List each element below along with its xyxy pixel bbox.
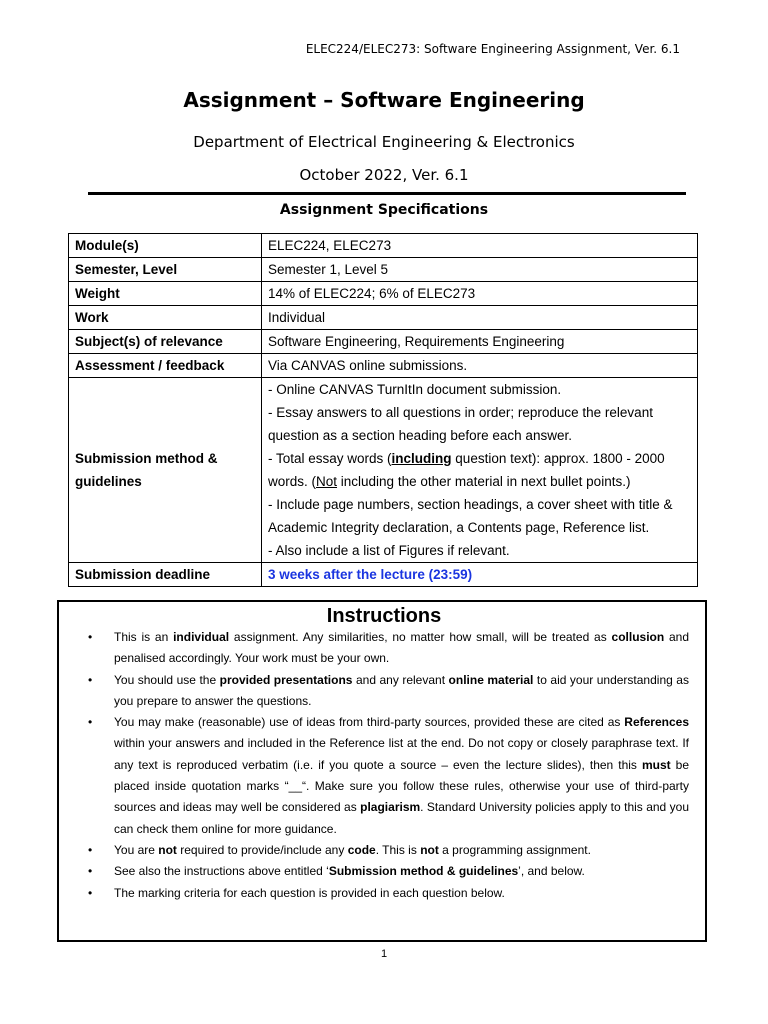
title-rule	[88, 192, 686, 195]
row-label: Semester, Level	[69, 258, 262, 282]
emphasis: online material	[448, 672, 534, 687]
document-title: Assignment – Software Engineering	[183, 88, 585, 112]
list-item	[88, 712, 689, 840]
list-item	[88, 840, 689, 861]
guideline-line	[268, 447, 691, 493]
text-run: You may make (reasonable) use of ideas from third-party sources, provided these are cited as	[114, 715, 625, 730]
text-run: required to provide/include any	[176, 842, 348, 857]
page-number: 1	[380, 948, 388, 960]
list-item	[88, 670, 689, 713]
row-value: Individual	[262, 306, 698, 330]
emphasis: provided presentations	[219, 672, 353, 687]
text-run: be placed inside quotation marks “__“. Make sure you follow these rules, otherwise your use of third-party sources and ideas may well be considered as	[114, 757, 689, 815]
guideline-line: - Essay answers to all questions in order; reproduce the relevant question as a section heading before each answer.	[268, 405, 653, 443]
emphasis: not	[420, 842, 439, 857]
row-label: Subject(s) of relevance	[69, 330, 262, 354]
emphasis: code	[347, 842, 376, 857]
guideline-line: - Online CANVAS TurnItIn document submission.	[268, 382, 562, 397]
emphasis: Not	[316, 474, 338, 489]
text-run: ’, and below.	[518, 864, 585, 879]
row-value: ELEC224, ELEC273	[262, 234, 698, 258]
table-row	[69, 306, 698, 330]
submission-guidelines	[262, 378, 698, 563]
table-row	[69, 378, 698, 563]
deadline-value: 3 weeks after the lecture (23:59)	[262, 563, 698, 587]
table-row	[69, 282, 698, 306]
text-run: . This is	[375, 842, 421, 857]
text-run: and any relevant	[352, 672, 449, 687]
table-row	[69, 563, 698, 587]
row-label: Assessment / feedback	[69, 354, 262, 378]
running-header: ELEC224/ELEC273: Software Engineering Assignment, Ver. 6.1	[305, 42, 680, 56]
table-row	[69, 330, 698, 354]
emphasis: Submission method & guidelines	[328, 864, 519, 879]
text-run: See also the instructions above entitled ‘	[114, 864, 329, 879]
table-row	[69, 258, 698, 282]
text-run: question text): approx. 1800 - 2000 words. (	[268, 451, 665, 489]
list-item	[88, 883, 689, 904]
row-label: Module(s)	[69, 234, 262, 258]
row-label: Weight	[69, 282, 262, 306]
text-run: assignment. Any similarities, no matter how small, will be treated as	[229, 630, 612, 644]
emphasis: must	[641, 757, 671, 772]
text-run: including the other material in next bullet points.)	[337, 474, 631, 489]
row-label: Submission method & guidelines	[69, 378, 262, 563]
row-value: Via CANVAS online submissions.	[262, 354, 698, 378]
table-row	[69, 354, 698, 378]
specs-table	[68, 233, 698, 587]
row-label: Work	[69, 306, 262, 330]
emphasis: plagiarism	[360, 800, 421, 815]
text-run: within your answers and included in the Reference list at the end. Do not copy or closely paraphrase text. If any text is reproduced verbatim (i.e. if you quote a source – even the lecture slides), then this	[114, 736, 689, 772]
text-run: You should use the	[114, 672, 220, 687]
department: Department of Electrical Engineering & Electronics	[193, 133, 575, 151]
text-run: The marking criteria for each question is provided in each question below.	[114, 885, 505, 900]
row-value: Semester 1, Level 5	[262, 258, 698, 282]
text-run: to aid your understanding as you prepare to answer the questions.	[114, 672, 689, 708]
text-run: - Total essay words (	[268, 451, 392, 466]
text-run: . Standard University policies apply to this and you can check them online for more guidance.	[114, 800, 689, 836]
guideline-line: - Include page numbers, section headings, a cover sheet with title & Academic Integrity declaration, a Contents page, Reference list.	[268, 497, 673, 535]
table-row	[69, 234, 698, 258]
emphasis: including	[391, 451, 452, 466]
guideline-line: - Also include a list of Figures if relevant.	[268, 543, 510, 558]
text-run: This is an	[114, 630, 174, 644]
text-run: and penalised accordingly. Your work must be your own.	[114, 630, 690, 666]
instructions-list	[88, 627, 689, 904]
row-value: 14% of ELEC224; 6% of ELEC273	[262, 282, 698, 306]
emphasis: References	[624, 715, 689, 730]
list-item	[88, 627, 689, 670]
emphasis: not	[158, 842, 177, 857]
row-label: Submission deadline	[69, 563, 262, 587]
instructions-title: Instructions	[326, 605, 442, 627]
text-run: You are	[114, 842, 159, 857]
list-item	[88, 861, 689, 882]
text-run: a programming assignment.	[438, 842, 591, 857]
emphasis: individual	[173, 630, 230, 644]
specs-heading: Assignment Specifications	[279, 202, 489, 218]
emphasis: collusion	[611, 630, 665, 644]
date-version: October 2022, Ver. 6.1	[299, 166, 469, 184]
row-value: Software Engineering, Requirements Engineering	[262, 330, 698, 354]
